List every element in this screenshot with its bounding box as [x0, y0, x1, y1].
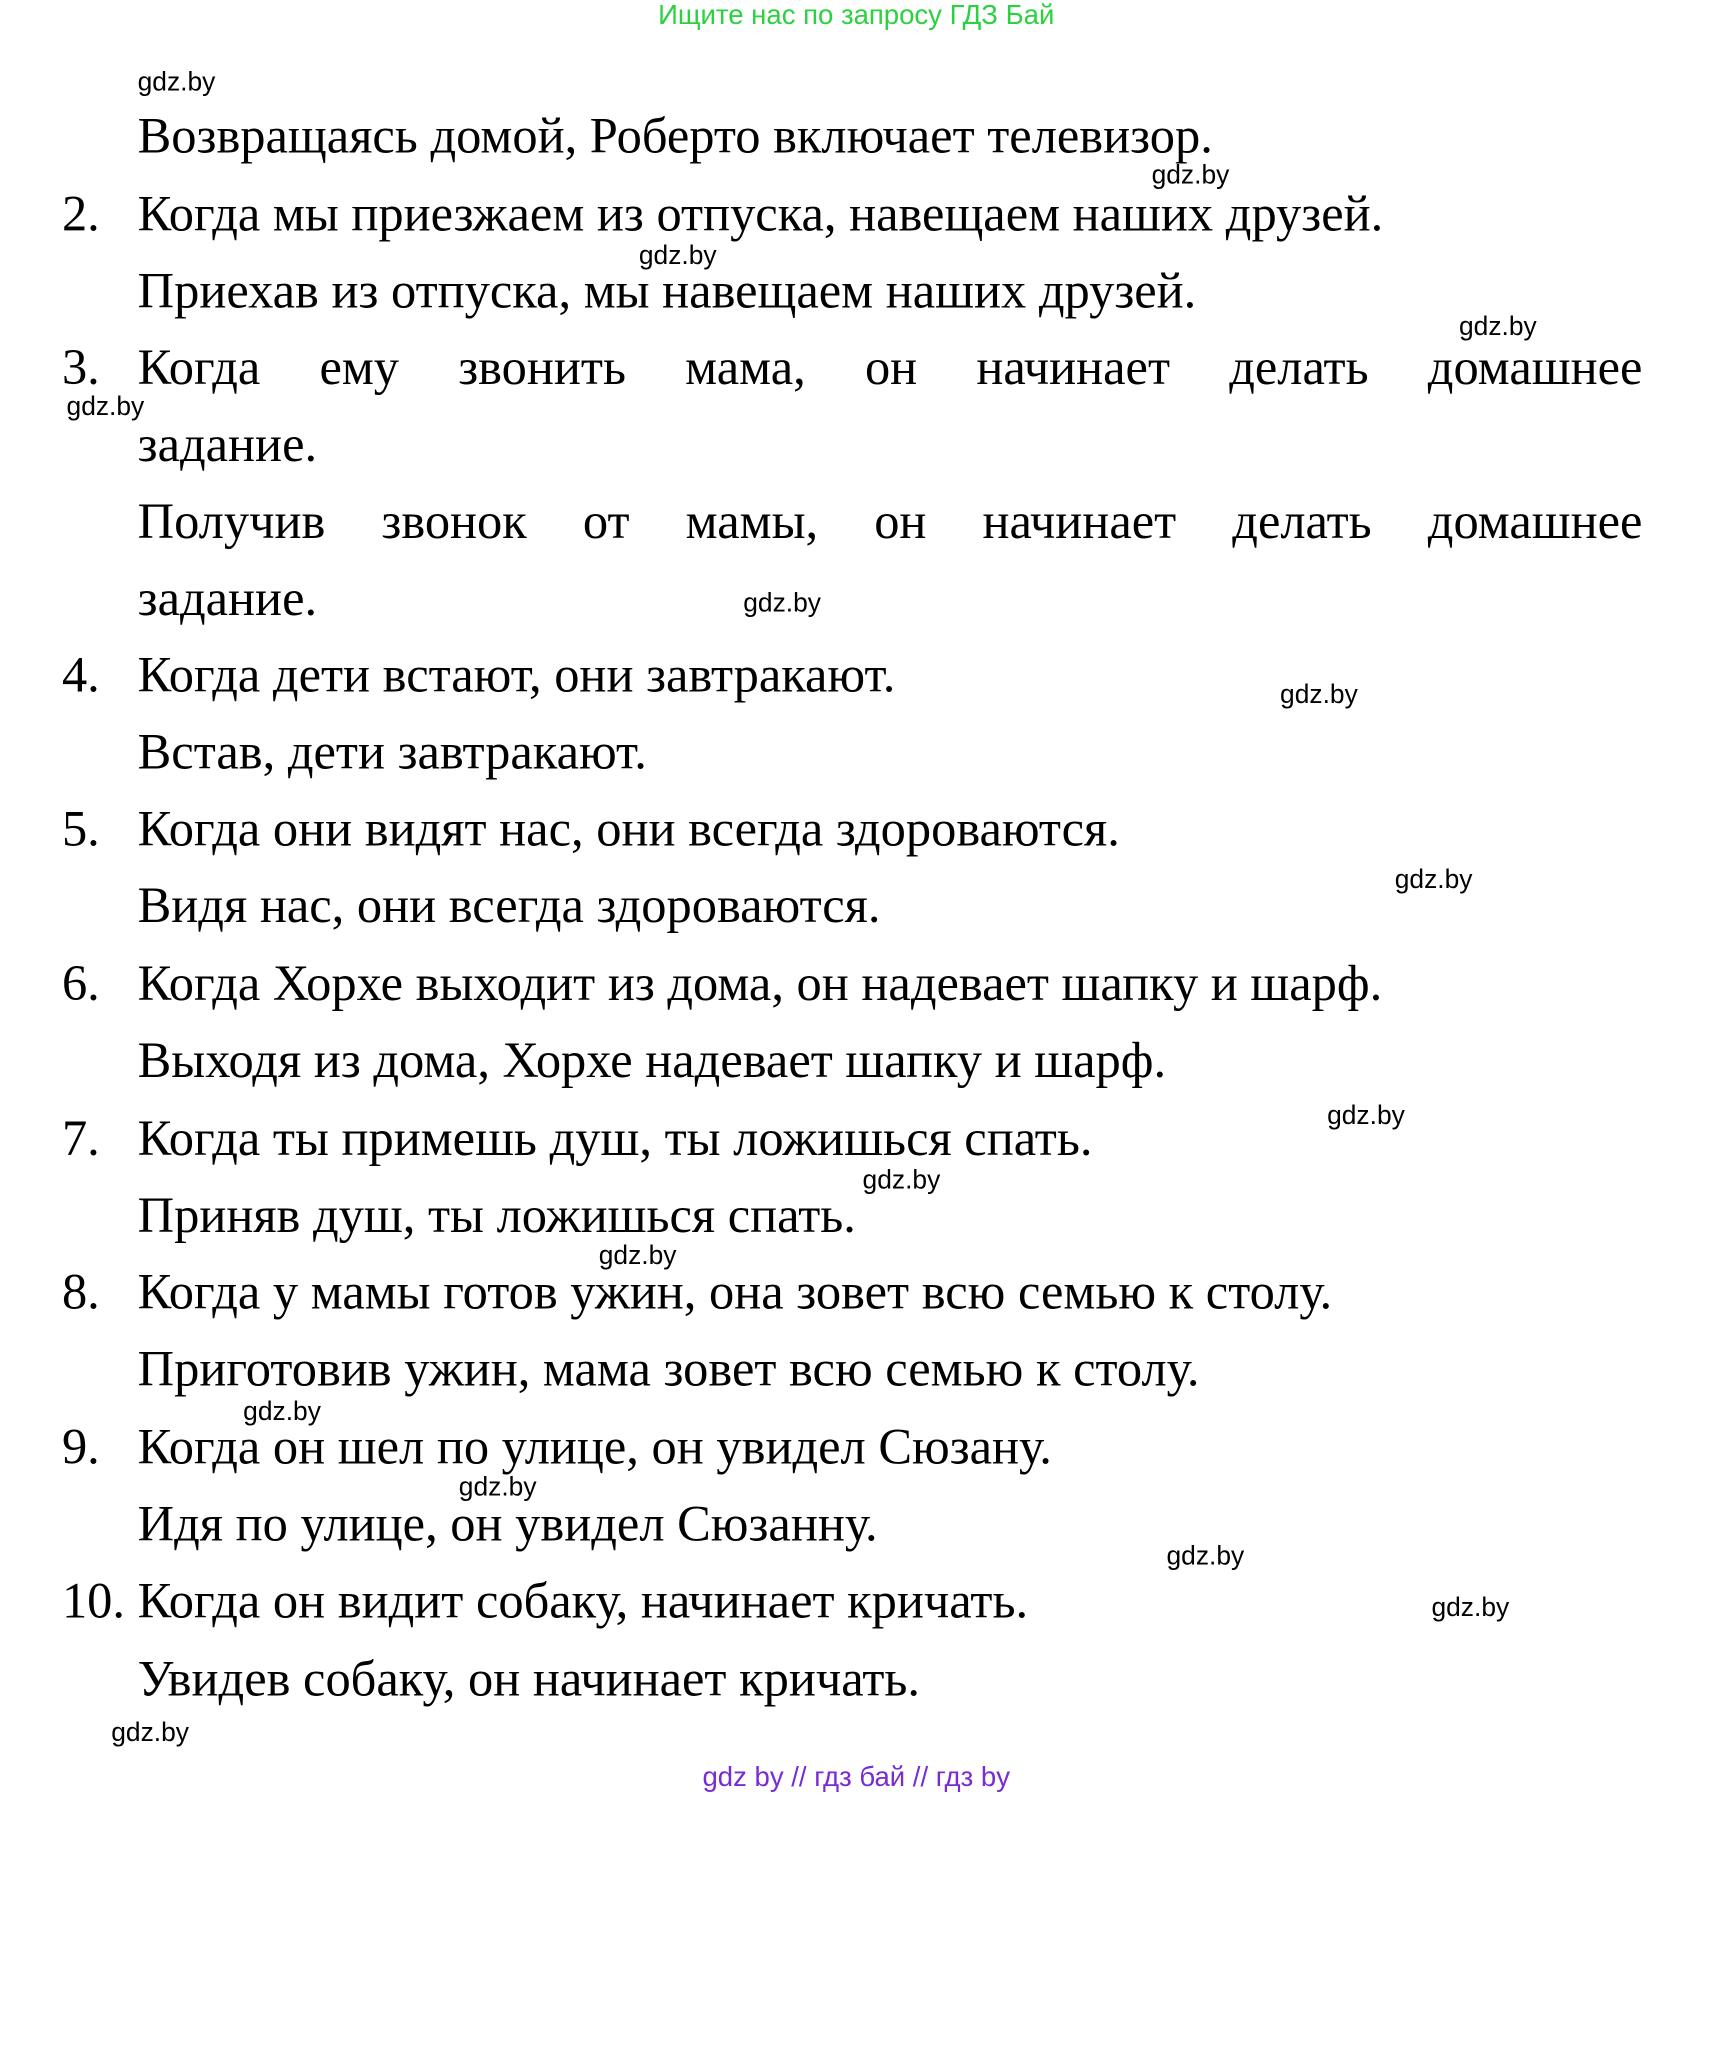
watermark: gdz.by — [1280, 679, 1358, 709]
word: домашнее — [1427, 339, 1643, 396]
question-9: Когда он шел по улице, он увидел Сюзану. — [137, 1418, 1052, 1476]
watermark: gdz.by — [458, 1471, 537, 1502]
item-number-4: 4. — [61, 646, 100, 704]
watermark: gdz.by — [862, 1164, 941, 1195]
item-number-9: 9. — [61, 1418, 100, 1476]
item-number-6: 6. — [61, 955, 100, 1012]
answer-3-continued: задание. — [137, 570, 318, 627]
watermark: gdz.by — [243, 1395, 321, 1426]
word: мама, — [685, 339, 806, 396]
question-8: Когда у мамы готов ужин, она зовет всю семью к столу. — [137, 1263, 1333, 1321]
word: звонок — [381, 493, 527, 550]
word: начинает — [976, 339, 1171, 396]
item-number-5: 5. — [61, 800, 100, 857]
watermark: gdz.by — [1166, 1540, 1245, 1571]
answer-9: Идя по улице, он увидел Сюзанну. — [137, 1495, 878, 1552]
word: делать — [1232, 493, 1372, 550]
watermark: gdz.by — [638, 239, 717, 270]
item-number-3: 3. — [61, 339, 100, 396]
watermark: gdz.by — [66, 391, 145, 421]
item-number-8: 8. — [61, 1263, 100, 1321]
question-3 — [137, 339, 1643, 396]
question-6: Когда Хорхе выходит из дома, он надевает шапку и шарф. — [137, 955, 1383, 1012]
watermark: gdz.by — [1151, 159, 1230, 190]
word: домашнее — [1427, 493, 1643, 550]
word: Получив — [137, 493, 326, 550]
answer-2: Приехав из отпуска, мы навещаем наших друзей. — [137, 262, 1197, 319]
search-banner: Ищите нас по запросу ГДЗ Бай — [658, 0, 1055, 31]
word: от — [582, 493, 630, 550]
watermark: gdz.by — [1394, 863, 1473, 894]
answer-5: Видя нас, они всегда здороваются. — [137, 877, 881, 934]
question-4: Когда дети встают, они завтракают. — [137, 646, 896, 704]
answer-4: Встав, дети завтракают. — [137, 723, 647, 780]
word: ему — [319, 339, 400, 396]
watermark: gdz.by — [111, 1717, 189, 1747]
word: он — [864, 339, 918, 396]
watermark: gdz.by — [1431, 1592, 1510, 1622]
question-10: Когда он видит собаку, начинает кричать. — [137, 1572, 1029, 1629]
answer-3 — [137, 493, 1643, 550]
answer-10: Увидев собаку, он начинает кричать. — [137, 1650, 921, 1707]
word: звонить — [458, 339, 626, 396]
watermark: gdz.by — [743, 587, 821, 618]
answer-6: Выходя из дома, Хорхе надевает шапку и шарф. — [137, 1032, 1167, 1089]
word: начинает — [982, 493, 1177, 550]
word: он — [874, 493, 927, 550]
footer-links: gdz by // гдз бай // гдз by — [702, 1761, 1010, 1793]
answer-1: Возвращаясь домой, Роберто включает телевизор. — [137, 107, 1213, 165]
question-3-continued: задание. — [137, 416, 318, 473]
question-7: Когда ты примешь душ, ты ложишься спать. — [137, 1110, 1093, 1167]
question-5: Когда они видят нас, они всегда здороваются. — [137, 800, 1120, 857]
word: делать — [1229, 339, 1369, 396]
answer-8: Приготовив ужин, мама зовет всю семью к столу. — [137, 1340, 1200, 1398]
item-number-7: 7. — [61, 1110, 100, 1167]
word: Когда — [137, 339, 261, 396]
question-2: Когда мы приезжаем из отпуска, навещаем наших друзей. — [137, 185, 1384, 243]
item-number-2: 2. — [61, 185, 100, 243]
watermark: gdz.by — [598, 1239, 677, 1270]
watermark: gdz.by — [137, 66, 216, 97]
item-number-10: 10. — [61, 1572, 126, 1629]
watermark: gdz.by — [1327, 1099, 1405, 1130]
answer-7: Приняв душ, ты ложишься спать. — [137, 1187, 856, 1244]
word: мамы, — [685, 493, 819, 550]
watermark: gdz.by — [1458, 310, 1537, 341]
